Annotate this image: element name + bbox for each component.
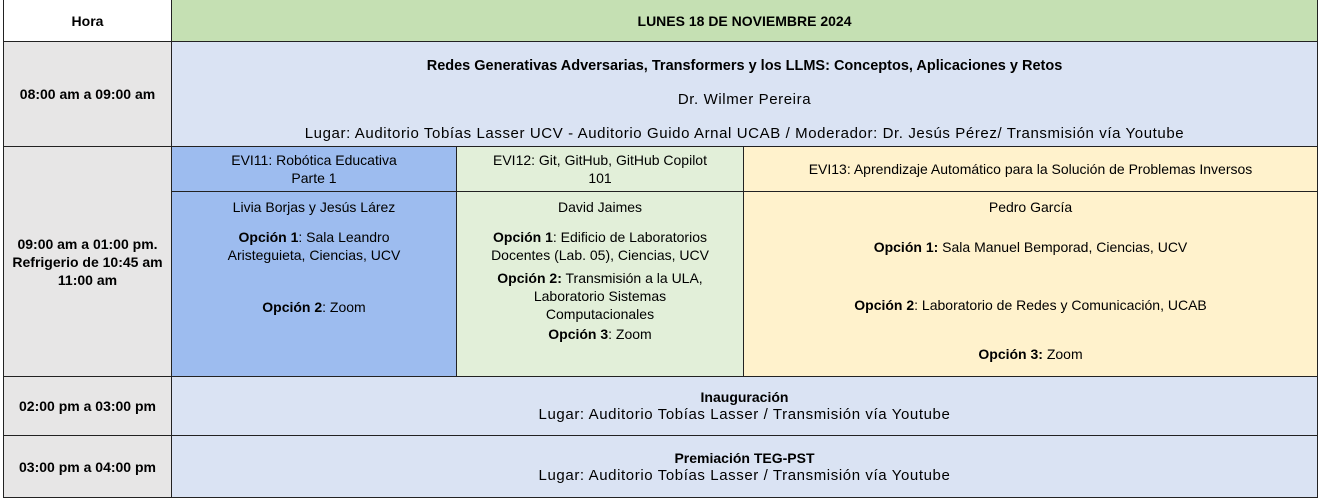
hora-header: Hora <box>4 0 172 42</box>
evi13-option2 <box>744 296 1317 314</box>
evi11-title-line2: Parte 1 <box>291 170 337 186</box>
time-0900-line3: 11:00 am <box>57 271 118 288</box>
evi11-option2 <box>172 298 456 316</box>
evi13-option3 <box>744 345 1317 363</box>
inauguracion-title: Inauguración <box>700 389 789 405</box>
evi12-speakers: David Jaimes <box>557 199 643 215</box>
evi11-title-line1: EVI11: Robótica Educativa <box>231 152 397 168</box>
premiacion-cell <box>172 436 1318 498</box>
evi12-op1-label: Opción 1 <box>493 229 553 245</box>
evi11-op1-text-a: : Sala Leandro <box>298 229 390 245</box>
evi13-op1-label: Opción 1: <box>873 239 939 255</box>
time-cell-0200: 02:00 pm a 03:00 pm <box>4 377 172 436</box>
evi11-speakers: Livia Borjas y Jesús Lárez <box>232 199 396 215</box>
evi12-detail-cell <box>457 192 744 377</box>
evi12-op2-text-b: Laboratorio Sistemas <box>533 288 667 304</box>
evi13-op1-text: Sala Manuel Bemporad, Ciencias, UCV <box>938 239 1188 255</box>
slot-0900-titles <box>4 147 1318 192</box>
header-row <box>4 0 1318 42</box>
keynote-speaker: Dr. Wilmer Pereira <box>677 91 812 108</box>
evi12-title-cell <box>457 147 744 192</box>
evi11-op2-label: Opción 2 <box>262 299 323 315</box>
evi13-op3-text: Zoom <box>1042 346 1083 362</box>
evi12-op1-text-a: : Edificio de Laboratorios <box>552 229 707 245</box>
keynote-place: Lugar: Auditorio Tobías Lasser UCV - Auditorio Guido Arnal UCAB / Moderador: Dr. Jesús Pérez/ Transmisión vía Youtube <box>304 125 1185 142</box>
evi12-op2-label: Opción 2: <box>497 270 562 286</box>
evi11-detail-cell <box>172 192 457 377</box>
evi13-op2-text: : Laboratorio de Redes y Comunicación, UCAB <box>914 297 1207 313</box>
schedule-table <box>3 0 1318 498</box>
premiacion-title: Premiación TEG-PST <box>674 449 815 466</box>
inauguracion-place: Lugar: Auditorio Tobías Lasser / Transmisión vía Youtube <box>538 406 951 423</box>
evi12-op3-label: Opción 3 <box>548 326 609 342</box>
evi11-option1 <box>172 228 456 246</box>
slot-0900-details <box>4 192 1318 377</box>
evi13-option1 <box>744 238 1317 256</box>
evi12-title-line2: 101 <box>588 170 612 186</box>
evi13-op3-label: Opción 3: <box>978 346 1043 362</box>
evi13-title-cell: EVI13: Aprendizaje Automático para la Solución de Problemas Inversos <box>744 147 1318 192</box>
time-cell-0300: 03:00 pm a 04:00 pm <box>4 436 172 498</box>
time-cell-0800: 08:00 am a 09:00 am <box>4 42 172 147</box>
time-cell-0900 <box>4 147 172 377</box>
time-0900-line2: Refrigerio de 10:45 am <box>12 253 163 270</box>
slot-0800 <box>4 42 1318 147</box>
evi11-op1-label: Opción 1 <box>238 229 299 245</box>
evi13-detail-cell <box>744 192 1318 377</box>
evi12-option3 <box>457 325 743 343</box>
evi12-op2-text-a: Transmisión a la ULA, <box>561 270 703 286</box>
evi12-title-line1: EVI12: Git, GitHub, GitHub Copilot <box>493 152 707 168</box>
evi12-op1-text-b: Docentes (Lab. 05), Ciencias, UCV <box>491 247 709 263</box>
day-title: LUNES 18 DE NOVIEMBRE 2024 <box>172 0 1318 42</box>
evi11-op1-text-b: Aristeguieta, Ciencias, UCV <box>227 247 401 263</box>
evi12-option2 <box>457 269 743 287</box>
slot-0300 <box>4 436 1318 498</box>
evi11-title-cell <box>172 147 457 192</box>
evi11-op2-text: : Zoom <box>322 299 366 315</box>
time-0900-line1: 09:00 am a 01:00 pm. <box>17 235 158 252</box>
keynote-cell <box>172 42 1318 147</box>
evi13-speakers: Pedro García <box>988 199 1073 215</box>
slot-0200 <box>4 377 1318 436</box>
evi12-op3-text: : Zoom <box>608 326 652 342</box>
inauguracion-cell <box>172 377 1318 436</box>
premiacion-place: Lugar: Auditorio Tobías Lasser / Transmisión vía Youtube <box>538 466 951 484</box>
evi12-option1 <box>457 228 743 246</box>
keynote-title: Redes Generativas Adversarias, Transformers y los LLMS: Conceptos, Aplicaciones y Retos <box>426 58 1063 74</box>
evi13-op2-label: Opción 2 <box>854 297 915 313</box>
evi12-op2-text-c: Computacionales <box>545 306 655 322</box>
